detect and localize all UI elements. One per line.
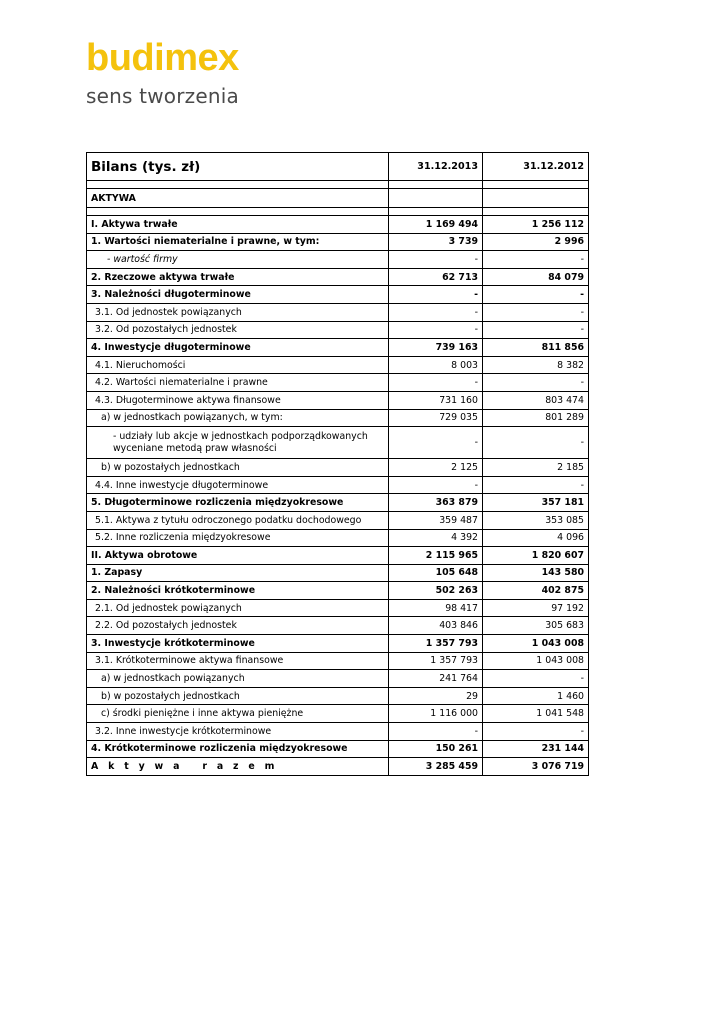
table-row	[87, 356, 589, 374]
table-row	[87, 635, 589, 653]
value-2013: 2 115 965	[389, 547, 483, 565]
spacer-row	[87, 181, 589, 189]
row-label: 5.1. Aktywa z tytułu odroczonego podatku dochodowego	[87, 511, 389, 529]
row-label: 2.2. Od pozostałych jednostek	[87, 617, 389, 635]
row-label: 2.1. Od jednostek powiązanych	[87, 599, 389, 617]
value-2013: -	[389, 321, 483, 339]
table-row	[87, 268, 589, 286]
row-label: b) w pozostałych jednostkach	[87, 459, 389, 477]
row-label: a) w jednostkach powiązanych, w tym:	[87, 409, 389, 427]
section-label: AKTYWA	[87, 189, 389, 208]
row-label: 5.2. Inne rozliczenia międzyokresowe	[87, 529, 389, 547]
budimex-logo	[86, 38, 239, 108]
value-2012: 803 474	[483, 391, 589, 409]
table-row	[87, 427, 589, 459]
table-row	[87, 303, 589, 321]
value-2013: 1 357 793	[389, 635, 483, 653]
table-row	[87, 216, 589, 234]
value-2012: 801 289	[483, 409, 589, 427]
table-row	[87, 687, 589, 705]
value-2013: 8 003	[389, 356, 483, 374]
table-row	[87, 511, 589, 529]
value-2013: 363 879	[389, 494, 483, 512]
table-row	[87, 670, 589, 688]
row-label: 4.4. Inne inwestycje długoterminowe	[87, 476, 389, 494]
value-2012: 2 996	[483, 233, 589, 251]
value-2012: 4 096	[483, 529, 589, 547]
row-label: 4. Krótkoterminowe rozliczenia międzyokresowe	[87, 740, 389, 758]
row-label: 4. Inwestycje długoterminowe	[87, 339, 389, 357]
value-2013: -	[389, 251, 483, 269]
value-2012: -	[483, 251, 589, 269]
value-2012: 1 043 008	[483, 652, 589, 670]
table-row	[87, 582, 589, 600]
column-header-2013: 31.12.2013	[389, 153, 483, 181]
spacer-row	[87, 208, 589, 216]
value-2013: -	[389, 476, 483, 494]
total-2012: 3 076 719	[483, 758, 589, 776]
value-2012: -	[483, 321, 589, 339]
row-label: b) w pozostałych jednostkach	[87, 687, 389, 705]
value-2013: 502 263	[389, 582, 483, 600]
value-2013: 105 648	[389, 564, 483, 582]
brand-name: budimex	[86, 37, 239, 79]
table-row	[87, 723, 589, 741]
value-2012: -	[483, 476, 589, 494]
value-2012: 84 079	[483, 268, 589, 286]
row-label: 3.2. Od pozostałych jednostek	[87, 321, 389, 339]
row-label: 3.2. Inne inwestycje krótkoterminowe	[87, 723, 389, 741]
value-2012: -	[483, 303, 589, 321]
value-2012: -	[483, 723, 589, 741]
value-2013: 403 846	[389, 617, 483, 635]
row-label: 4.1. Nieruchomości	[87, 356, 389, 374]
row-label: 1. Wartości niematerialne i prawne, w tym:	[87, 233, 389, 251]
table-header-row	[87, 153, 589, 181]
value-2013: 739 163	[389, 339, 483, 357]
row-label: 1. Zapasy	[87, 564, 389, 582]
table-row	[87, 547, 589, 565]
table-row	[87, 391, 589, 409]
table-row	[87, 705, 589, 723]
value-2013: 98 417	[389, 599, 483, 617]
table-row	[87, 476, 589, 494]
value-2013: 62 713	[389, 268, 483, 286]
value-2012: 1 043 008	[483, 635, 589, 653]
value-2012: 402 875	[483, 582, 589, 600]
value-2013: 29	[389, 687, 483, 705]
row-label: 4.3. Długoterminowe aktywa finansowe	[87, 391, 389, 409]
value-2012: -	[483, 374, 589, 392]
section-row-aktywa	[87, 189, 589, 208]
value-2012: 97 192	[483, 599, 589, 617]
row-label: c) środki pieniężne i inne aktywa pieniężne	[87, 705, 389, 723]
value-2013: 150 261	[389, 740, 483, 758]
row-label: 2. Należności krótkoterminowe	[87, 582, 389, 600]
table-row	[87, 494, 589, 512]
table-row	[87, 459, 589, 477]
value-2013: 3 739	[389, 233, 483, 251]
row-label: 4.2. Wartości niematerialne i prawne	[87, 374, 389, 392]
value-2012: 1 460	[483, 687, 589, 705]
table-row	[87, 286, 589, 304]
table-row	[87, 617, 589, 635]
value-2013: 241 764	[389, 670, 483, 688]
value-2013: 4 392	[389, 529, 483, 547]
value-2013: 731 160	[389, 391, 483, 409]
value-2013: -	[389, 303, 483, 321]
row-label: 2. Rzeczowe aktywa trwałe	[87, 268, 389, 286]
value-2012: -	[483, 427, 589, 459]
table-row	[87, 251, 589, 269]
row-label: a) w jednostkach powiązanych	[87, 670, 389, 688]
balance-sheet-table	[86, 152, 589, 776]
column-header-2012: 31.12.2012	[483, 153, 589, 181]
value-2013: -	[389, 427, 483, 459]
table-row	[87, 233, 589, 251]
table-row	[87, 652, 589, 670]
brand-tagline: sens tworzenia	[86, 84, 239, 108]
value-2013: 359 487	[389, 511, 483, 529]
row-label: - wartość firmy	[87, 251, 389, 269]
table-row	[87, 374, 589, 392]
row-label: 3.1. Od jednostek powiązanych	[87, 303, 389, 321]
row-label: I. Aktywa trwałe	[87, 216, 389, 234]
value-2013: -	[389, 723, 483, 741]
table-row	[87, 321, 589, 339]
value-2012: -	[483, 286, 589, 304]
value-2012: 353 085	[483, 511, 589, 529]
table-row	[87, 339, 589, 357]
value-2013: 1 357 793	[389, 652, 483, 670]
table-row	[87, 740, 589, 758]
total-2013: 3 285 459	[389, 758, 483, 776]
value-2012: -	[483, 670, 589, 688]
total-row	[87, 758, 589, 776]
value-2012: 231 144	[483, 740, 589, 758]
row-label: 5. Długoterminowe rozliczenia międzyokresowe	[87, 494, 389, 512]
value-2012: 1 256 112	[483, 216, 589, 234]
value-2012: 1 820 607	[483, 547, 589, 565]
value-2012: 305 683	[483, 617, 589, 635]
value-2013: 1 116 000	[389, 705, 483, 723]
value-2012: 143 580	[483, 564, 589, 582]
table-title: Bilans (tys. zł)	[87, 153, 389, 181]
table-row	[87, 529, 589, 547]
value-2012: 811 856	[483, 339, 589, 357]
value-2012: 2 185	[483, 459, 589, 477]
table-row	[87, 409, 589, 427]
total-label: A k t y w a r a z e m	[87, 758, 389, 776]
row-label: 3. Należności długoterminowe	[87, 286, 389, 304]
row-label: 3. Inwestycje krótkoterminowe	[87, 635, 389, 653]
value-2013: 729 035	[389, 409, 483, 427]
value-2012: 8 382	[483, 356, 589, 374]
row-label: II. Aktywa obrotowe	[87, 547, 389, 565]
value-2013: 2 125	[389, 459, 483, 477]
value-2012: 357 181	[483, 494, 589, 512]
table-row	[87, 599, 589, 617]
value-2013: -	[389, 374, 483, 392]
row-label: - udziały lub akcje w jednostkach podporządkowanych wyceniane metodą praw własności	[87, 427, 389, 459]
table-row	[87, 564, 589, 582]
value-2013: 1 169 494	[389, 216, 483, 234]
value-2012: 1 041 548	[483, 705, 589, 723]
value-2013: -	[389, 286, 483, 304]
row-label: 3.1. Krótkoterminowe aktywa finansowe	[87, 652, 389, 670]
